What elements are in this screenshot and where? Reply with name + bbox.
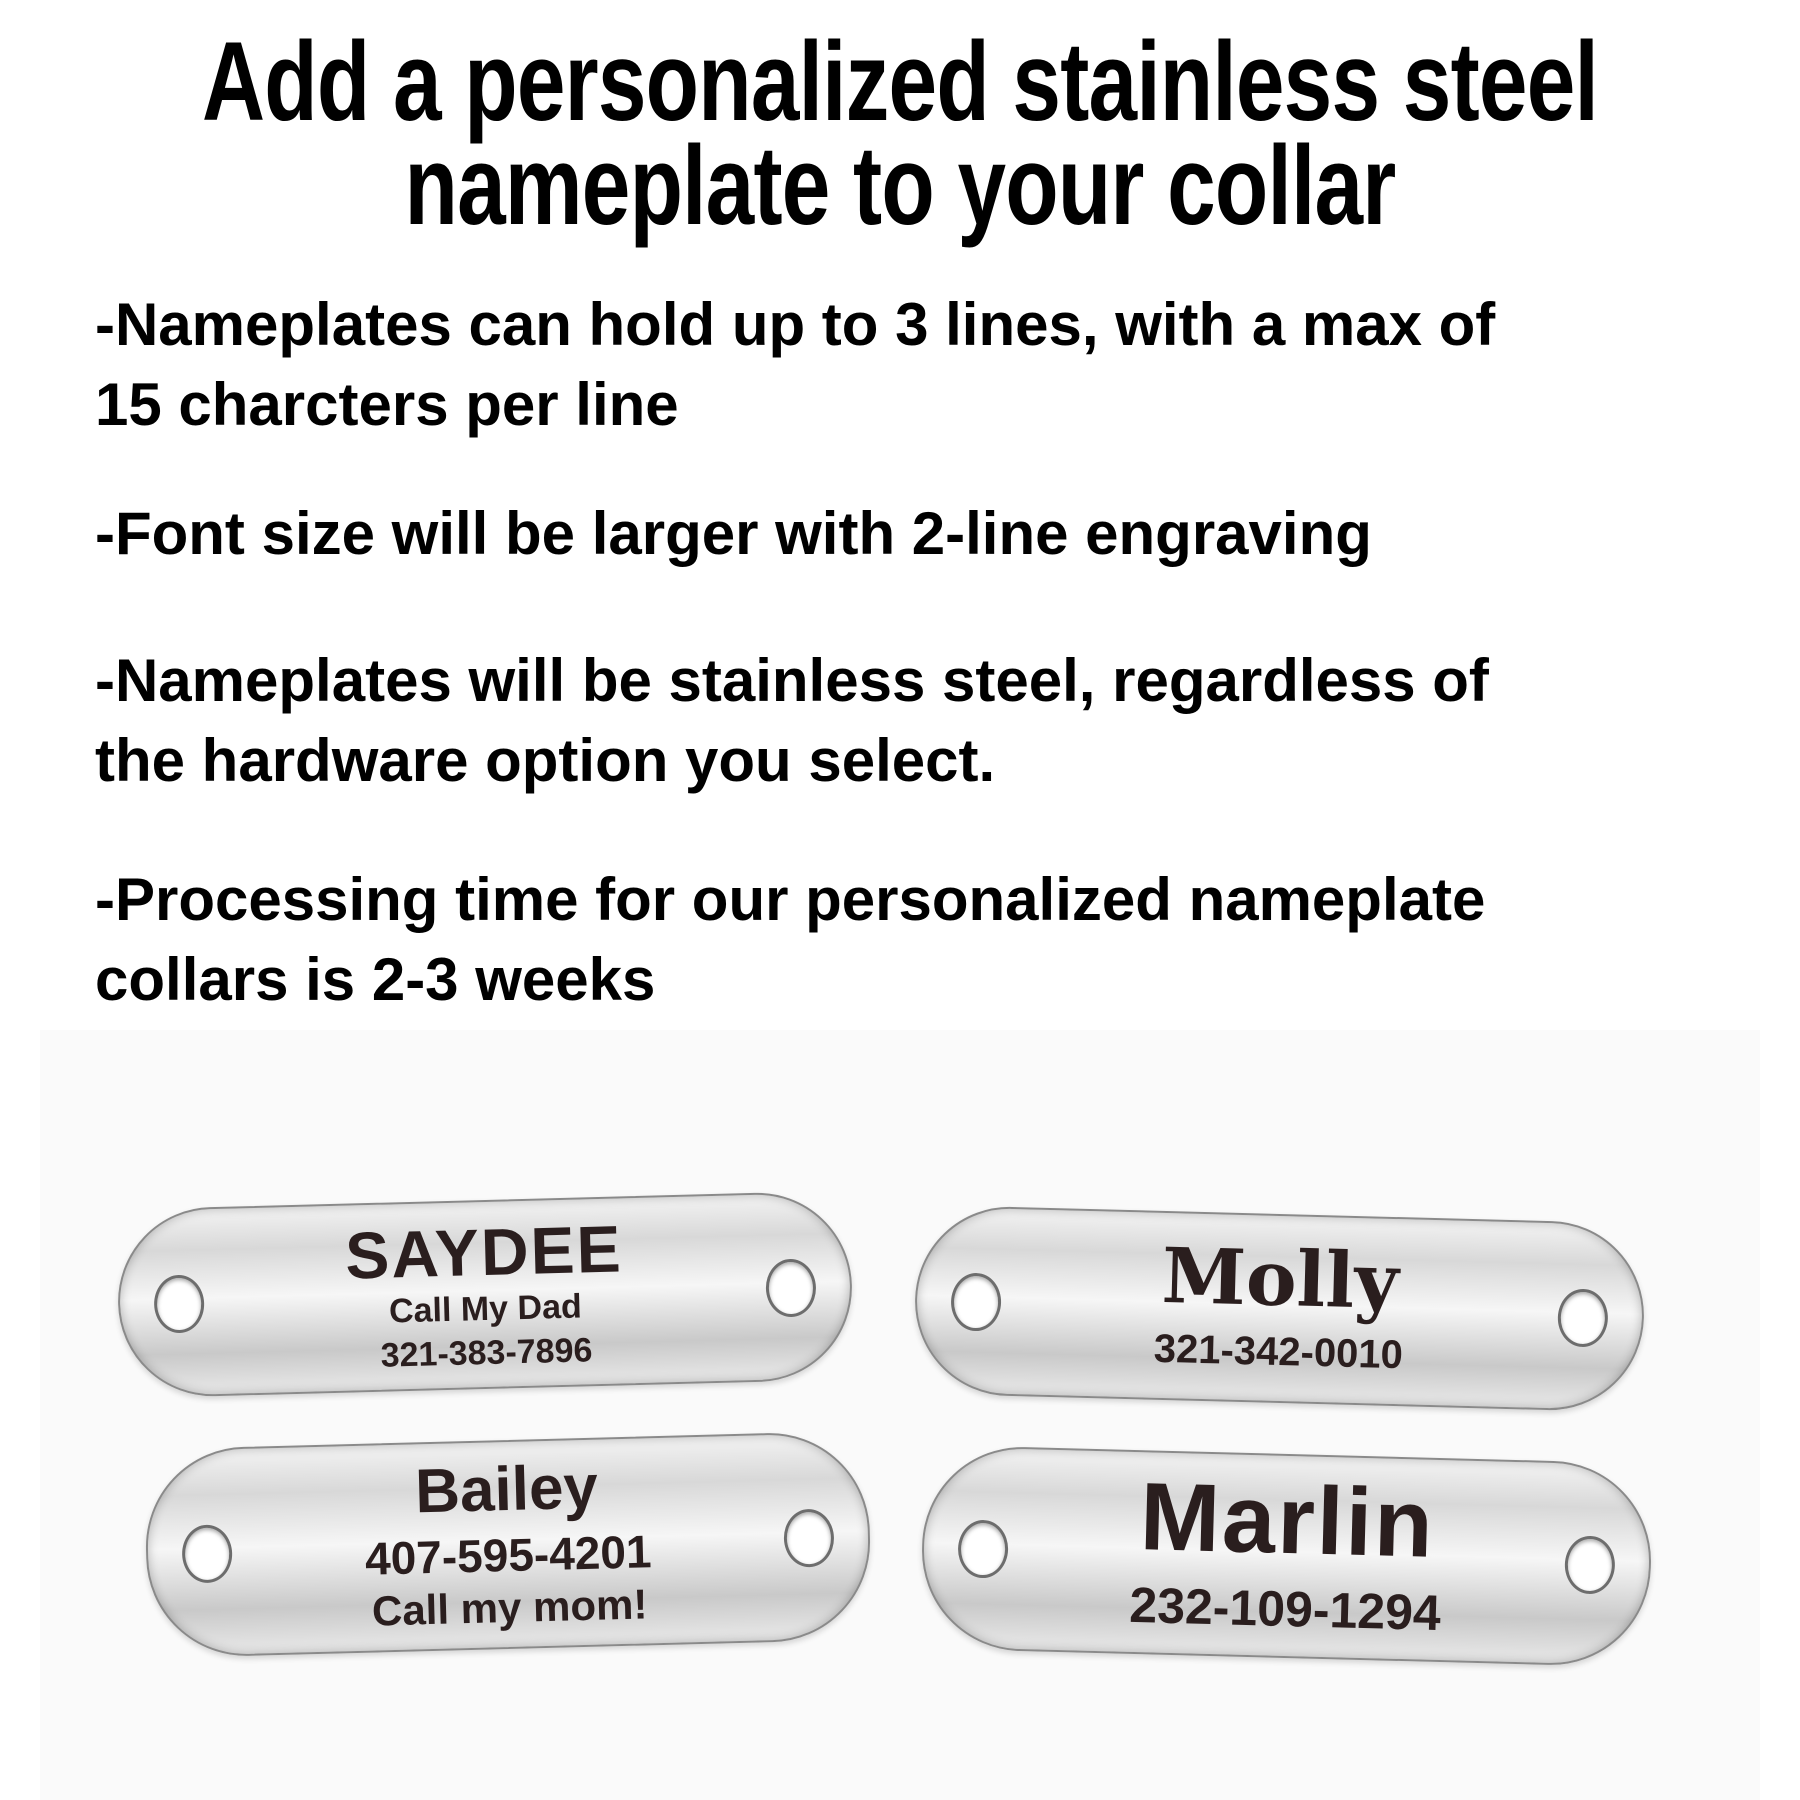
- headline-line-2: nameplate to your collar: [404, 123, 1396, 248]
- nameplate-saydee: [116, 1190, 855, 1398]
- info-item-line-limit: [95, 285, 1755, 445]
- headline: [198, 19, 1602, 248]
- engraved-phone: 232-109-1294: [1128, 1576, 1442, 1642]
- info-item-text: -Processing time for our personalized nameplate: [95, 866, 1486, 933]
- engraved-name: Molly: [1160, 1230, 1400, 1327]
- nameplate-marlin: [919, 1444, 1653, 1667]
- nameplate-bailey: [143, 1431, 872, 1659]
- info-item-text: the hardware option you select.: [95, 727, 996, 794]
- info-item-text: -Nameplates will be stainless steel, regardless of: [95, 647, 1489, 714]
- info-item-processing: [95, 860, 1755, 1020]
- engraved-phone: 407-595-4201: [364, 1525, 653, 1585]
- info-item-font-size: [95, 494, 1755, 574]
- nameplate-molly: [913, 1204, 1647, 1412]
- info-item-text: -Font size will be larger with 2-line engraving: [95, 500, 1372, 567]
- engraved-phone: 321-383-7896: [380, 1331, 593, 1375]
- engraved-text: Call My Dad: [388, 1287, 583, 1331]
- engraved-text: Call my mom!: [371, 1580, 648, 1635]
- info-item-text: -Nameplates can hold up to 3 lines, with a max of: [95, 291, 1496, 358]
- info-item-material: [95, 641, 1755, 801]
- headline-line-1: Add a personalized stainless steel: [201, 19, 1599, 144]
- engraved-name: Marlin: [1138, 1463, 1437, 1578]
- engraved-name: Bailey: [414, 1452, 599, 1527]
- engraved-name: SAYDEE: [344, 1211, 624, 1293]
- engraved-phone: 321-342-0010: [1153, 1326, 1404, 1378]
- info-item-text: collars is 2-3 weeks: [95, 946, 656, 1013]
- nameplates-photo: [40, 1030, 1760, 1800]
- info-item-text: 15 charcters per line: [95, 371, 679, 438]
